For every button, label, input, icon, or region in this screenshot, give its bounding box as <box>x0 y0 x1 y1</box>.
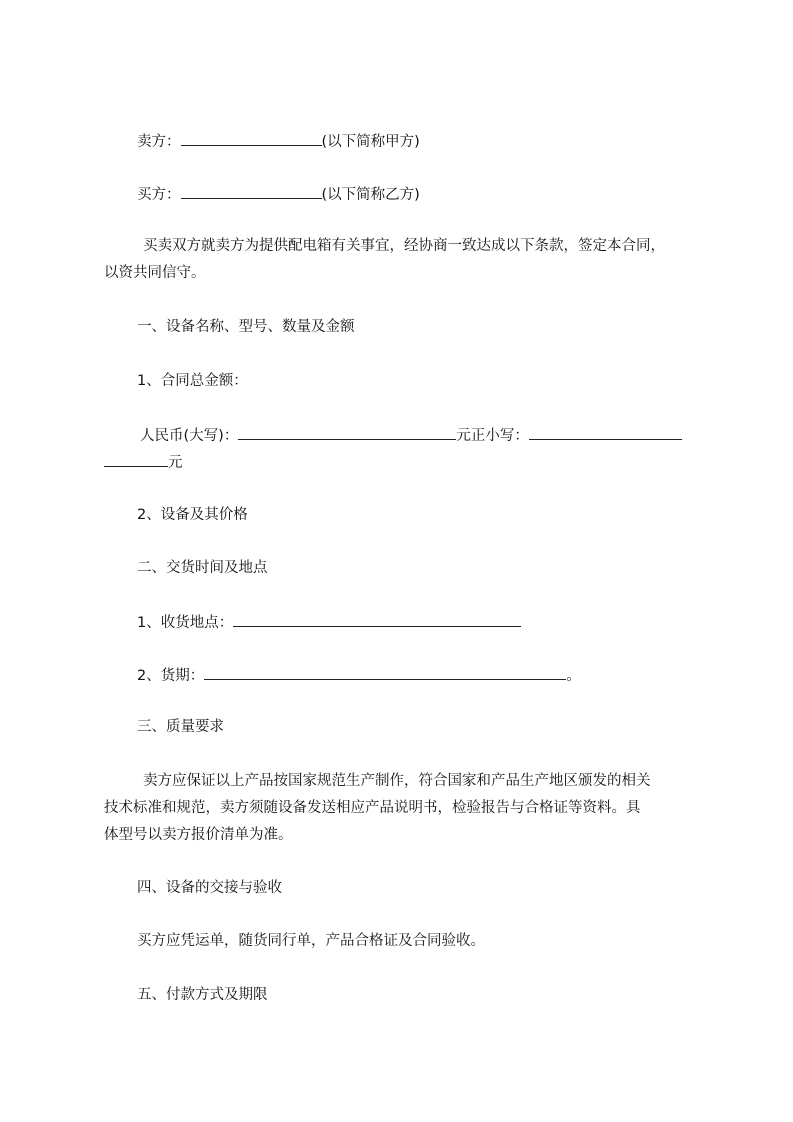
section-2-title: 二、交货时间及地点 <box>137 560 268 576</box>
delivery-time-label: 2、货期： <box>137 668 205 684</box>
section-5-title: 五、付款方式及期限 <box>137 987 268 1003</box>
buyer-blank[interactable] <box>181 184 322 199</box>
delivery-place-blank[interactable] <box>233 612 521 627</box>
rmb-mid: 元正小写： <box>456 428 529 444</box>
delivery-time-blank[interactable] <box>204 665 566 680</box>
intro-line-1: 买卖双方就卖方为提供配电箱有关事宜，经协商一致达成以下条款，签定本合同， <box>143 238 665 254</box>
rmb-lowercase-blank-cont[interactable] <box>104 452 168 467</box>
rmb-line-2 <box>104 452 183 473</box>
seller-label: 卖方： <box>137 134 181 150</box>
section-4-title: 四、设备的交接与验收 <box>137 880 282 896</box>
rmb-line <box>140 425 682 446</box>
rmb-end: 元 <box>168 455 183 471</box>
buyer-line <box>137 184 420 205</box>
seller-line <box>137 131 420 152</box>
seller-blank[interactable] <box>181 131 322 146</box>
rmb-lowercase-blank[interactable] <box>529 425 682 440</box>
rmb-uppercase-blank[interactable] <box>238 425 456 440</box>
section-1-item-1: 1、合同总金额： <box>137 373 248 389</box>
buyer-label: 买方： <box>137 187 181 203</box>
section-3-line-1: 卖方应保证以上产品按国家规范生产制作，符合国家和产品生产地区颁发的相关 <box>143 773 651 789</box>
delivery-place-label: 1、收货地点： <box>137 615 234 631</box>
section-3-line-3: 体型号以卖方报价清单为准。 <box>104 827 293 843</box>
section-1-title: 一、设备名称、型号、数量及金额 <box>137 319 355 335</box>
section-3-line-2: 技术标准和规范，卖方须随设备发送相应产品说明书，检验报告与合格证等资料。具 <box>104 800 641 816</box>
section-3-title: 三、质量要求 <box>137 719 224 735</box>
section-1-item-2: 2、设备及其价格 <box>137 507 248 523</box>
section-4-line-1: 买方应凭运单，随货同行单，产品合格证及合同验收。 <box>137 933 485 949</box>
seller-suffix: (以下简称甲方) <box>321 134 420 150</box>
intro-line-2: 以资共同信守。 <box>104 265 206 281</box>
buyer-suffix: (以下简称乙方) <box>321 187 420 203</box>
delivery-place-line <box>137 612 521 633</box>
rmb-label: 人民币(大写)： <box>140 428 239 444</box>
delivery-time-end: 。 <box>566 668 581 684</box>
delivery-time-line <box>137 665 581 686</box>
